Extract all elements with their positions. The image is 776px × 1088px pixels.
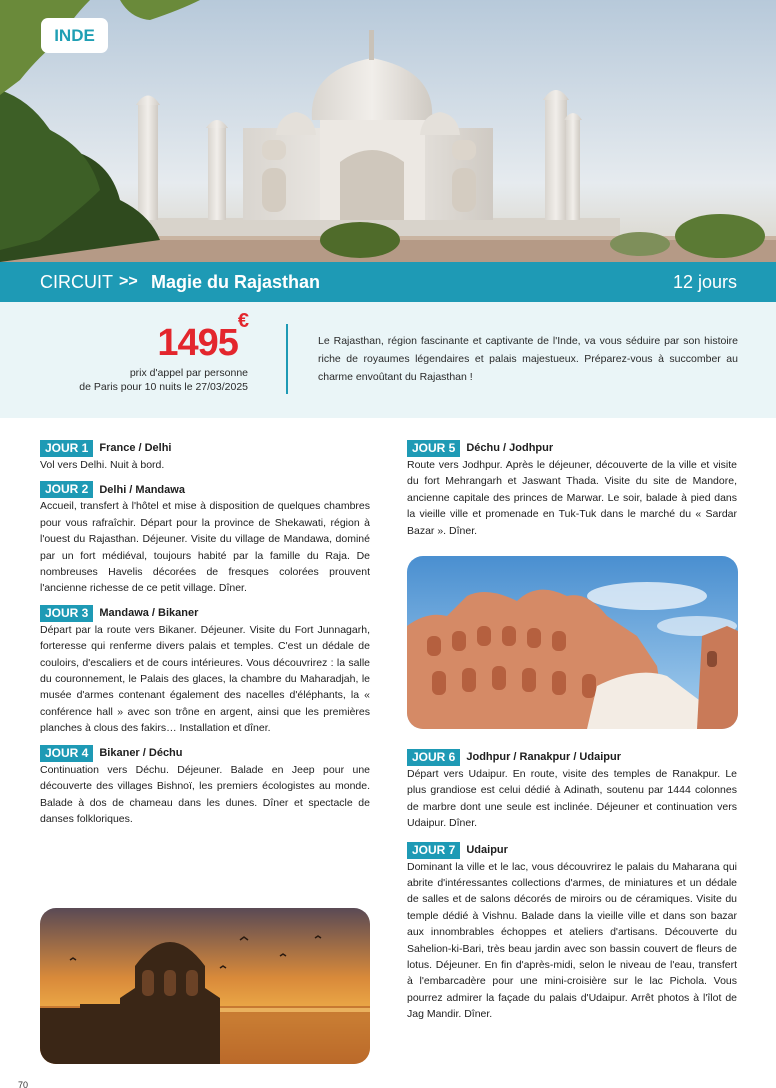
price-panel	[0, 302, 776, 418]
itinerary-right-column	[407, 440, 737, 547]
page-number: 70	[18, 1080, 29, 1088]
day-label: JOUR 7	[407, 842, 460, 859]
day-title: Jodhpur / Ranakpur / Udaipur	[466, 751, 621, 764]
day-title: Bikaner / Déchu	[99, 746, 183, 759]
intro-text: Le Rajasthan, région fascinante et captivante de l'Inde, va vous séduire par son histoire riche de royaumes légendaires et palais majestueux. Préparez-vous à succomber au charme envoûtant du Rajasthan !	[318, 335, 738, 383]
country-badge: INDE	[41, 18, 108, 53]
day-7	[407, 842, 737, 1023]
day-2	[40, 481, 370, 596]
day-label: JOUR 6	[407, 749, 460, 766]
day-header	[40, 440, 370, 457]
day-text: Dominant la ville et le lac, vous découvrirez le palais du Maharana qui abrite d'intéressantes collections d'armes, de miniatures et un dédale de salles et de salons décorés de miroirs ou de céramiques. Visite du temple dédié à Vishnu. Balade dans la vieille ville et dans son bazar aux innombrables échoppes et ateliers d'artisans. Découverte du Sahelion-ki-Bari, très beau jardin avec son bassin couvert de fleurs de lotus. Déjeuner. En fin d'après-midi, selon le niveau de l'eau, transfert à l'embarcadère pour une mini-croisière sur le lac Pichola. Vous pourrez admirer la façade du palais d'Udaipur. Arrêt photos à l'îlot de Jag Mandir. Dîner.	[407, 860, 737, 1021]
circuit-label: CIRCUIT	[40, 272, 113, 292]
day-3	[40, 605, 370, 737]
sunset-lake-photo	[40, 908, 370, 1064]
day-label: JOUR 4	[40, 745, 93, 762]
day-header	[407, 440, 737, 457]
sunset-illustration	[40, 908, 370, 1064]
price	[157, 310, 248, 365]
price-note-line1: prix d'appel par personne	[129, 367, 248, 379]
itinerary-left-column	[40, 440, 370, 835]
day-header	[40, 745, 370, 762]
hawa-mahal-photo	[407, 556, 738, 729]
day-text: Départ vers Udaipur. En route, visite des temples de Ranakpur. Le plus grandiose est celui dédié à Adinath, soutenu par 1444 colonnes de marbre dont une seule est inclinée. Déjeuner et continuation vers Udaipur. Dîner.	[407, 768, 737, 830]
circuit-duration: 12 jours	[672, 272, 737, 292]
day-header	[407, 749, 737, 766]
day-1	[40, 440, 370, 473]
day-header	[407, 842, 737, 859]
day-text: Continuation vers Déchu. Déjeuner. Balade en Jeep pour une découverte des villages Bishnoï, les premiers écologistes au monde. Balade à dos de chameau dans les dunes. Dîner et spectacle de danses folkloriques.	[40, 763, 370, 825]
day-header	[40, 605, 370, 622]
day-header	[40, 481, 370, 498]
day-title: Udaipur	[466, 843, 508, 856]
circuit-header	[0, 262, 776, 302]
day-text: Route vers Jodhpur. Après le déjeuner, découverte de la ville et visite du fort Mehrangarh et Jaswant Thada. Visite du site de Mandore, ancienne capitale des princes de Marwar. Le soir, balade à pied dans la vieille ville et promenade en Tuk-Tuk dans le marché du « Sardar Bazar ». Dîner.	[407, 459, 737, 537]
price-note-line2: de Paris pour 10 nuits le 27/03/2025	[79, 381, 248, 393]
day-5	[407, 440, 737, 539]
day-text: Accueil, transfert à l'hôtel et mise à disposition de quelques chambres pour vous rafraîchir. Départ pour la province de Shekawati, région à l'ouest du Rajasthan. Déjeuner. Visite du village de Mandawa, dominé par un fort médiéval, toujours habité par la famille du Raja. De nombreuses Havelis décorées de fresques colorées prouvent l'ancienne richesse de ce petit village. Dîner.	[40, 500, 370, 595]
chevron-right-icon: >>	[119, 273, 138, 290]
day-text: Vol vers Delhi. Nuit à bord.	[40, 459, 165, 471]
day-title: Déchu / Jodhpur	[466, 442, 554, 455]
circuit-name: Magie du Rajasthan	[151, 272, 321, 292]
itinerary-right-column-lower	[407, 749, 737, 1031]
price-amount: 1495	[157, 322, 238, 364]
day-text: Départ par la route vers Bikaner. Déjeuner. Visite du Fort Junnagarh, forteresse qui renferme divers palais et temples. C'est un dédale de couloirs, d'escaliers et de cours intérieures. Vous découvrirez : la salle du couronnement, le Palais des glaces, la chambre du Maharadjah, le musée d'armes contenant également des nacelles d'éléphants, la « conférence hall » avec son trône en argent, ainsi que les premières planches à clous des fakirs… Installation et dîner.	[40, 623, 370, 735]
day-label: JOUR 5	[407, 440, 460, 457]
day-label: JOUR 1	[40, 440, 93, 457]
day-title: France / Delhi	[99, 442, 172, 455]
day-title: Mandawa / Bikaner	[99, 607, 199, 620]
price-note	[79, 366, 248, 394]
day-4	[40, 745, 370, 828]
hero-image	[0, 0, 776, 262]
day-label: JOUR 2	[40, 481, 93, 498]
divider	[286, 324, 288, 394]
day-6	[407, 749, 737, 832]
taj-mahal-illustration	[0, 0, 776, 262]
palace-illustration	[407, 556, 738, 729]
day-label: JOUR 3	[40, 605, 93, 622]
day-title: Delhi / Mandawa	[99, 483, 185, 496]
price-currency: €	[237, 310, 248, 333]
